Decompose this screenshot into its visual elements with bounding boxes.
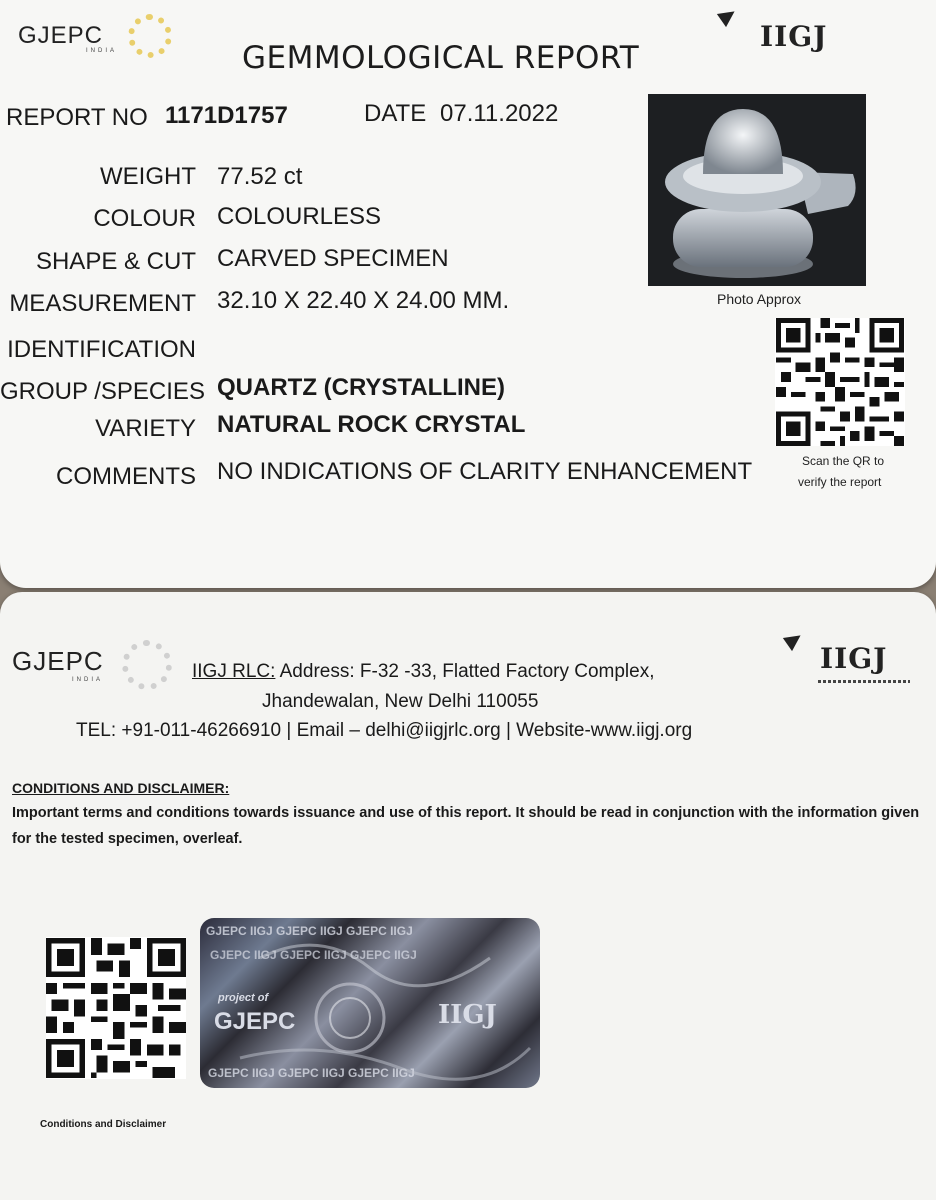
field-value-group: QUARTZ (CRYSTALLINE) [217,374,505,401]
verify-qr-code-icon[interactable] [775,318,905,446]
date-value: 07.11.2022 [440,100,559,127]
conditions-body: Important terms and conditions towards issuance and use of this report. It should be read in conjunction with the information given for the tested specimen, overleaf. [12,805,920,847]
address-text: Address: F-32 -33, Flatted Factory Complex, [275,661,655,682]
iigj-logo-back: IIGJ [820,642,888,675]
gjepc-star-ring-back-icon [122,640,172,690]
shivling-photo [648,94,866,286]
gjepc-logo: GJEPC [18,22,104,49]
field-label-identification: IDENTIFICATION [7,336,196,363]
hologram-pattern-top: GJEPC IIGJ GJEPC IIGJ GJEPC IIGJ [206,924,413,938]
report-no-value: 1171D1757 [165,102,288,129]
gjepc-logo-back: GJEPC [12,646,104,676]
field-label-comments: COMMENTS [56,463,196,490]
report-no-label: REPORT NO [6,104,148,131]
conditions-heading: CONDITIONS AND DISCLAIMER: [12,780,230,796]
hologram-swirl-icon [200,918,540,1088]
address-label: IIGJ RLC: [192,661,276,682]
address-line-1 [192,661,655,683]
field-value-shape: CARVED SPECIMEN [217,245,449,272]
field-label-group: GROUP /SPECIES [0,378,205,405]
field-label-measurement: MEASUREMENT [9,290,196,317]
field-label-colour: COLOUR [93,205,196,232]
field-label-weight: WEIGHT [100,163,196,190]
hologram-pattern-bottom: GJEPC IIGJ GJEPC IIGJ GJEPC IIGJ [208,1066,415,1080]
gjepc-logo-back-sub: INDIA [72,677,104,683]
gjepc-logo-sub: INDIA [86,48,118,54]
report-title: GEMMOLOGICAL REPORT [242,40,640,76]
report-card-front [0,0,936,588]
hologram-iigj-text: IIGJ [438,1000,497,1030]
contact-line: TEL: +91-011-46266910 | Email – delhi@iigjrlc.org | Website-www.iigj.org [76,720,693,741]
field-value-comments: NO INDICATIONS OF CLARITY ENHANCEMENT [217,458,753,485]
gjepc-star-ring-icon [128,14,172,58]
conditions-qr-caption: Conditions and Disclaimer [40,1119,167,1130]
qr-caption-2: verify the report [798,475,882,489]
hologram-pattern-mid: GJEPC IIGJ GJEPC IIGJ GJEPC IIGJ [210,948,417,962]
field-label-variety: VARIETY [95,415,196,442]
field-label-shape: SHAPE & CUT [35,248,196,275]
iigj-logo-tagline [818,680,910,683]
photo-caption: Photo Approx [717,291,802,307]
iigj-mark-icon [717,5,739,27]
date-label: DATE [364,100,427,127]
qr-caption-1: Scan the QR to [802,454,885,468]
field-value-colour: COLOURLESS [217,203,382,230]
iigj-logo: IIGJ [760,20,828,53]
field-value-measurement: 32.10 X 22.40 X 24.00 MM. [217,287,510,314]
field-value-variety: NATURAL ROCK CRYSTAL [217,411,526,438]
hologram-seal-icon [200,918,540,1088]
conditions-qr-code-icon[interactable] [46,937,186,1079]
field-value-weight: 77.52 ct [217,163,303,190]
hologram-project-text: project of [218,992,269,1004]
address-line-2: Jhandewalan, New Delhi 110055 [262,691,539,712]
hologram-gjepc-text: GJEPC [214,1008,296,1035]
